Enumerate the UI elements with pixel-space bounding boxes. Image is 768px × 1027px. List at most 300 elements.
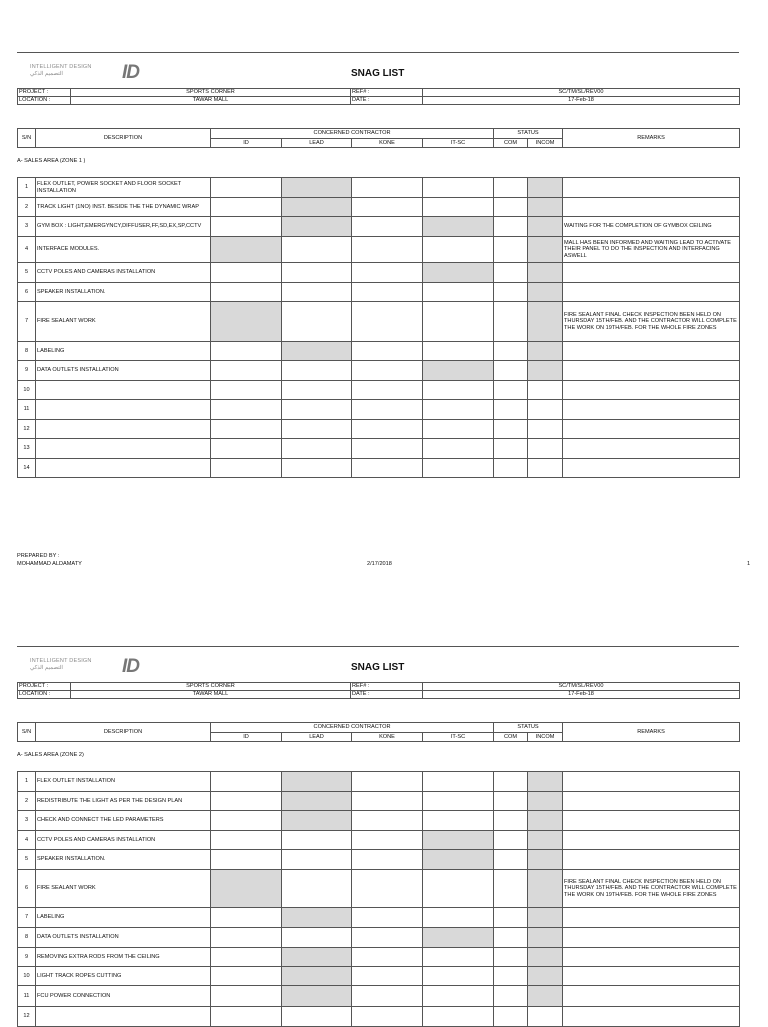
table-row xyxy=(18,850,740,870)
row-description: TRACK LIGHT (1NO) INST. BESIDE THE THE DYNAMIC WRAP xyxy=(36,198,211,217)
cell-itsc xyxy=(423,439,494,459)
cell-id xyxy=(211,831,282,850)
com-header: COM xyxy=(494,138,528,148)
row-description: GYM BOX : LIGHT,EMERGYNCY,DIFFUSER,FF,SD,EX,SP,CCTV xyxy=(36,217,211,237)
status-header: STATUS xyxy=(494,129,563,139)
cell-com xyxy=(494,908,528,928)
row-description: LABELING xyxy=(36,342,211,361)
logo-text: INTELLIGENT DESIGN xyxy=(30,64,92,70)
cell-kone xyxy=(352,850,423,870)
footer-date: 2/17/2018 xyxy=(367,561,392,567)
table-row xyxy=(18,237,740,263)
cell-itsc xyxy=(423,831,494,850)
cell-kone xyxy=(352,198,423,217)
cell-kone xyxy=(352,792,423,811)
cell-lead xyxy=(282,361,352,381)
cell-incom xyxy=(528,928,563,948)
project-info-table xyxy=(17,682,740,699)
row-sn: 6 xyxy=(18,870,36,908)
sn-header: S/N xyxy=(18,129,36,148)
row-description: SPEAKER INSTALLATION. xyxy=(36,850,211,870)
itsc-header: IT-SC xyxy=(423,732,494,742)
sn-header: S/N xyxy=(18,723,36,742)
row-sn: 8 xyxy=(18,342,36,361)
ref-value: SC/TM/SL/REV00 xyxy=(423,683,740,691)
cell-com xyxy=(494,811,528,831)
cell-incom xyxy=(528,792,563,811)
cell-com xyxy=(494,381,528,400)
cell-kone xyxy=(352,908,423,928)
cell-com xyxy=(494,263,528,283)
row-remark xyxy=(563,263,740,283)
ref-value: SC/TM/SL/REV00 xyxy=(423,89,740,97)
description-header: DESCRIPTION xyxy=(36,129,211,148)
cell-kone xyxy=(352,870,423,908)
cell-id xyxy=(211,811,282,831)
cell-id xyxy=(211,967,282,986)
cell-kone xyxy=(352,811,423,831)
row-sn: 10 xyxy=(18,381,36,400)
lead-header: LEAD xyxy=(282,138,352,148)
cell-id xyxy=(211,850,282,870)
cell-lead xyxy=(282,302,352,342)
description-header: DESCRIPTION xyxy=(36,723,211,742)
cell-com xyxy=(494,439,528,459)
date-label: DATE : xyxy=(351,691,423,699)
date-label: DATE : xyxy=(351,97,423,105)
row-description: LABELING xyxy=(36,908,211,928)
row-sn: 4 xyxy=(18,831,36,850)
table-row xyxy=(18,831,740,850)
row-sn: 6 xyxy=(18,283,36,302)
row-description: INTERFACE MODULES. xyxy=(36,237,211,263)
row-sn: 4 xyxy=(18,237,36,263)
table-row xyxy=(18,811,740,831)
cell-incom xyxy=(528,948,563,967)
logo-text: INTELLIGENT DESIGN xyxy=(30,658,92,664)
row-description: FIRE SEALANT WORK xyxy=(36,302,211,342)
logo-mark: ID xyxy=(122,656,139,677)
cell-lead xyxy=(282,986,352,1007)
cell-lead xyxy=(282,400,352,420)
snag-table-header xyxy=(17,722,740,742)
cell-kone xyxy=(352,342,423,361)
row-description: FLEX OUTLET INSTALLATION xyxy=(36,772,211,792)
cell-kone xyxy=(352,439,423,459)
cell-com xyxy=(494,850,528,870)
cell-lead xyxy=(282,792,352,811)
cell-lead xyxy=(282,381,352,400)
cell-incom xyxy=(528,908,563,928)
cell-itsc xyxy=(423,217,494,237)
row-remark xyxy=(563,459,740,478)
table-row xyxy=(18,439,740,459)
company-logo xyxy=(30,60,165,86)
row-remark xyxy=(563,986,740,1007)
cell-incom xyxy=(528,342,563,361)
location-label: LOCATION : xyxy=(18,97,71,105)
row-description: FLEX OUTLET, POWER SOCKET AND FLOOR SOCKET INSTALLATION xyxy=(36,178,211,198)
cell-kone xyxy=(352,361,423,381)
table-row xyxy=(18,400,740,420)
cell-incom xyxy=(528,986,563,1007)
snag-table-header xyxy=(17,128,740,148)
cell-itsc xyxy=(423,420,494,439)
kone-header: KONE xyxy=(352,138,423,148)
row-description xyxy=(36,459,211,478)
table-row xyxy=(18,381,740,400)
cell-itsc xyxy=(423,772,494,792)
row-description: FCU POWER CONNECTION xyxy=(36,986,211,1007)
prepared-by xyxy=(17,552,82,568)
remarks-header: REMARKS xyxy=(563,129,740,148)
row-description: CHECK AND CONNECT THE LED PARAMETERS xyxy=(36,811,211,831)
table-row xyxy=(18,361,740,381)
row-description: DATA OUTLETS INSTALLATION xyxy=(36,928,211,948)
cell-incom xyxy=(528,811,563,831)
cell-itsc xyxy=(423,928,494,948)
cell-itsc xyxy=(423,302,494,342)
cell-itsc xyxy=(423,811,494,831)
row-description: SPEAKER INSTALLATION. xyxy=(36,283,211,302)
table-row xyxy=(18,459,740,478)
cell-incom xyxy=(528,302,563,342)
cell-incom xyxy=(528,831,563,850)
cell-itsc xyxy=(423,986,494,1007)
kone-header: KONE xyxy=(352,732,423,742)
cell-kone xyxy=(352,400,423,420)
cell-lead xyxy=(282,870,352,908)
row-sn: 7 xyxy=(18,302,36,342)
row-remark: WAITING FOR THE COMPLETION OF GYMBOX CEILING xyxy=(563,217,740,237)
cell-id xyxy=(211,198,282,217)
row-remark xyxy=(563,178,740,198)
cell-id xyxy=(211,302,282,342)
cell-id xyxy=(211,908,282,928)
id-header: ID xyxy=(211,732,282,742)
cell-incom xyxy=(528,381,563,400)
logo-mark: ID xyxy=(122,62,139,83)
cell-com xyxy=(494,870,528,908)
cell-itsc xyxy=(423,361,494,381)
row-remark xyxy=(563,198,740,217)
cell-incom xyxy=(528,967,563,986)
cell-itsc xyxy=(423,342,494,361)
cell-id xyxy=(211,263,282,283)
row-description: CCTV POLES AND CAMERAS INSTALLATION xyxy=(36,263,211,283)
row-remark: MALL HAS BEEN INFORMED AND WAITING LEAD TO ACTIVATE THEIR PANEL TO DO THE INSPECTION AND INTERFACING ASWELL xyxy=(563,237,740,263)
contractor-header: CONCERNED CONTRACTOR xyxy=(211,129,494,139)
project-label: PROJECT : xyxy=(18,89,71,97)
cell-kone xyxy=(352,986,423,1007)
cell-incom xyxy=(528,420,563,439)
row-remark xyxy=(563,361,740,381)
cell-incom xyxy=(528,217,563,237)
row-sn: 1 xyxy=(18,178,36,198)
row-remark xyxy=(563,850,740,870)
cell-kone xyxy=(352,263,423,283)
cell-id xyxy=(211,342,282,361)
row-remark xyxy=(563,400,740,420)
date-value: 17-Feb-18 xyxy=(423,691,740,699)
cell-incom xyxy=(528,850,563,870)
cell-incom xyxy=(528,178,563,198)
cell-com xyxy=(494,237,528,263)
row-sn: 10 xyxy=(18,967,36,986)
row-remark xyxy=(563,831,740,850)
cell-com xyxy=(494,831,528,850)
row-description: REDISTRIBUTE THE LIGHT AS PER THE DESIGN PLAN xyxy=(36,792,211,811)
row-description xyxy=(36,381,211,400)
cell-com xyxy=(494,198,528,217)
cell-kone xyxy=(352,302,423,342)
row-remark xyxy=(563,381,740,400)
cell-itsc xyxy=(423,178,494,198)
cell-incom xyxy=(528,439,563,459)
incom-header: INCOM xyxy=(528,138,563,148)
row-remark: FIRE SEALANT FINAL CHECK INSPECTION BEEN HELD ON THURSDAY 15TH/FEB. AND THE CONTRACTOR WILL COMPLETE THE WORK ON 19TH/FEB. FOR THE WHOLE FIRE ZONES xyxy=(563,302,740,342)
page-title: SNAG LIST xyxy=(351,662,405,673)
cell-id xyxy=(211,792,282,811)
id-header: ID xyxy=(211,138,282,148)
cell-id xyxy=(211,237,282,263)
cell-id xyxy=(211,400,282,420)
cell-lead xyxy=(282,948,352,967)
cell-com xyxy=(494,986,528,1007)
logo-text-arabic: التصميم الذكي xyxy=(30,665,63,671)
cell-com xyxy=(494,420,528,439)
cell-incom xyxy=(528,361,563,381)
row-sn: 1 xyxy=(18,772,36,792)
cell-com xyxy=(494,283,528,302)
row-sn: 7 xyxy=(18,908,36,928)
lead-header: LEAD xyxy=(282,732,352,742)
table-row xyxy=(18,420,740,439)
row-sn: 3 xyxy=(18,217,36,237)
cell-itsc xyxy=(423,400,494,420)
cell-kone xyxy=(352,237,423,263)
page-number: 1 xyxy=(747,561,751,567)
logo-text-arabic: التصميم الذكي xyxy=(30,71,63,77)
table-row xyxy=(18,217,740,237)
row-sn: 12 xyxy=(18,1007,36,1027)
ref-label: REF# : xyxy=(351,89,423,97)
page-title: SNAG LIST xyxy=(351,68,405,79)
status-header: STATUS xyxy=(494,723,563,733)
snag-table-body xyxy=(17,177,740,478)
cell-kone xyxy=(352,420,423,439)
cell-id xyxy=(211,459,282,478)
row-remark xyxy=(563,811,740,831)
remarks-header: REMARKS xyxy=(563,723,740,742)
cell-kone xyxy=(352,178,423,198)
table-row xyxy=(18,908,740,928)
cell-com xyxy=(494,948,528,967)
cell-id xyxy=(211,178,282,198)
cell-kone xyxy=(352,772,423,792)
cell-itsc xyxy=(423,948,494,967)
cell-com xyxy=(494,792,528,811)
cell-itsc xyxy=(423,283,494,302)
row-remark xyxy=(563,439,740,459)
cell-lead xyxy=(282,342,352,361)
table-row xyxy=(18,986,740,1007)
cell-com xyxy=(494,302,528,342)
row-sn: 3 xyxy=(18,811,36,831)
location-value: TAWAR MALL xyxy=(71,97,351,105)
row-sn: 14 xyxy=(18,459,36,478)
cell-itsc xyxy=(423,967,494,986)
cell-id xyxy=(211,381,282,400)
cell-incom xyxy=(528,772,563,792)
table-row xyxy=(18,772,740,792)
cell-kone xyxy=(352,831,423,850)
row-remark xyxy=(563,792,740,811)
date-value: 17-Feb-18 xyxy=(423,97,740,105)
cell-incom xyxy=(528,237,563,263)
cell-id xyxy=(211,283,282,302)
cell-itsc xyxy=(423,908,494,928)
cell-kone xyxy=(352,459,423,478)
cell-lead xyxy=(282,178,352,198)
cell-com xyxy=(494,459,528,478)
row-description: LIGHT TRACK ROPES CUTTING xyxy=(36,967,211,986)
cell-lead xyxy=(282,850,352,870)
cell-lead xyxy=(282,217,352,237)
project-value: SPORTS CORNER xyxy=(71,683,351,691)
cell-itsc xyxy=(423,870,494,908)
itsc-header: IT-SC xyxy=(423,138,494,148)
cell-id xyxy=(211,928,282,948)
location-value: TAWAR MALL xyxy=(71,691,351,699)
cell-incom xyxy=(528,870,563,908)
cell-id xyxy=(211,439,282,459)
cell-itsc xyxy=(423,381,494,400)
table-row xyxy=(18,792,740,811)
row-sn: 11 xyxy=(18,400,36,420)
cell-lead xyxy=(282,831,352,850)
cell-lead xyxy=(282,263,352,283)
prepared-by-name: MOHAMMAD ALDAMATY xyxy=(17,561,82,567)
row-description xyxy=(36,400,211,420)
row-sn: 9 xyxy=(18,361,36,381)
cell-lead xyxy=(282,772,352,792)
cell-com xyxy=(494,928,528,948)
cell-id xyxy=(211,361,282,381)
cell-incom xyxy=(528,459,563,478)
row-description xyxy=(36,439,211,459)
cell-com xyxy=(494,967,528,986)
cell-com xyxy=(494,772,528,792)
cell-id xyxy=(211,772,282,792)
row-sn: 11 xyxy=(18,986,36,1007)
row-sn: 12 xyxy=(18,420,36,439)
company-logo xyxy=(30,654,165,680)
cell-kone xyxy=(352,381,423,400)
row-description: DATA OUTLETS INSTALLATION xyxy=(36,361,211,381)
row-description: REMOVING EXTRA RODS FROM THE CEILING xyxy=(36,948,211,967)
row-remark xyxy=(563,420,740,439)
table-row xyxy=(18,198,740,217)
snag-list-page-2 xyxy=(17,646,739,1024)
cell-com xyxy=(494,342,528,361)
row-remark xyxy=(563,928,740,948)
cell-lead xyxy=(282,928,352,948)
cell-lead xyxy=(282,908,352,928)
cell-kone xyxy=(352,948,423,967)
row-sn: 5 xyxy=(18,263,36,283)
cell-kone xyxy=(352,967,423,986)
ref-label: REF# : xyxy=(351,683,423,691)
cell-id xyxy=(211,986,282,1007)
cell-com xyxy=(494,361,528,381)
cell-incom xyxy=(528,400,563,420)
table-row xyxy=(18,302,740,342)
table-row xyxy=(18,928,740,948)
cell-id xyxy=(211,420,282,439)
row-description: FIRE SEALANT WORK xyxy=(36,870,211,908)
cell-lead xyxy=(282,459,352,478)
cell-lead xyxy=(282,811,352,831)
row-sn: 8 xyxy=(18,928,36,948)
table-row xyxy=(18,870,740,908)
cell-itsc xyxy=(423,850,494,870)
snag-list-page-1 xyxy=(17,52,751,582)
cell-com xyxy=(494,178,528,198)
cell-com xyxy=(494,217,528,237)
cell-itsc xyxy=(423,198,494,217)
cell-itsc xyxy=(423,792,494,811)
incom-header: INCOM xyxy=(528,732,563,742)
cell-itsc xyxy=(423,263,494,283)
cell-kone xyxy=(352,217,423,237)
cell-id xyxy=(211,948,282,967)
row-sn: 2 xyxy=(18,198,36,217)
row-remark: FIRE SEALANT FINAL CHECK INSPECTION BEEN HELD ON THURSDAY 15TH/FEB. AND THE CONTRACTOR WILL COMPLETE THE WORK ON 19TH/FEB. FOR THE WHOLE FIRE ZONES xyxy=(563,870,740,908)
row-description xyxy=(36,420,211,439)
cell-itsc xyxy=(423,459,494,478)
cell-incom xyxy=(528,198,563,217)
project-info-table xyxy=(17,88,740,105)
cell-com xyxy=(494,400,528,420)
row-remark xyxy=(563,948,740,967)
row-remark xyxy=(563,772,740,792)
cell-kone xyxy=(352,928,423,948)
row-sn: 13 xyxy=(18,439,36,459)
cell-itsc xyxy=(423,237,494,263)
table-row xyxy=(18,948,740,967)
cell-lead xyxy=(282,283,352,302)
cell-lead xyxy=(282,439,352,459)
table-row xyxy=(18,342,740,361)
section-title: A- SALES AREA (ZONE 2) xyxy=(17,752,84,758)
cell-lead xyxy=(282,198,352,217)
prepared-by-label: PREPARED BY : xyxy=(17,553,60,559)
row-description: CCTV POLES AND CAMERAS INSTALLATION xyxy=(36,831,211,850)
cell-lead xyxy=(282,967,352,986)
cell-kone xyxy=(352,283,423,302)
table-row xyxy=(18,967,740,986)
row-remark xyxy=(563,967,740,986)
snag-table-body xyxy=(17,771,740,1027)
cell-lead xyxy=(282,237,352,263)
row-sn: 9 xyxy=(18,948,36,967)
cell-id xyxy=(211,870,282,908)
cell-lead xyxy=(282,420,352,439)
table-row xyxy=(18,263,740,283)
table-row xyxy=(18,283,740,302)
project-label: PROJECT : xyxy=(18,683,71,691)
